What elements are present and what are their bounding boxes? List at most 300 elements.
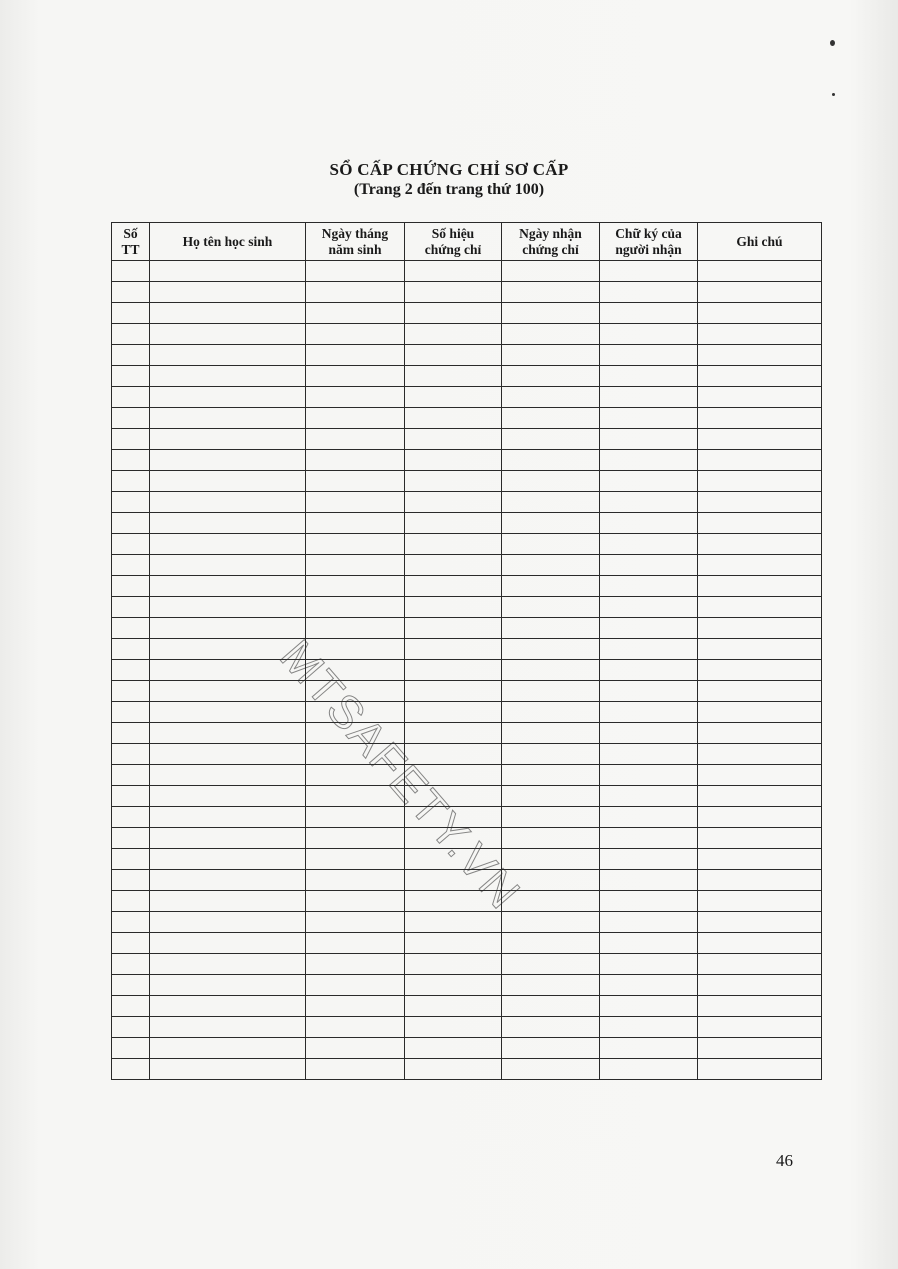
- table-cell: [150, 1038, 306, 1059]
- table-cell: [306, 618, 405, 639]
- table-cell: [306, 870, 405, 891]
- table-cell: [405, 996, 502, 1017]
- table-cell: [698, 408, 822, 429]
- table-cell: [150, 912, 306, 933]
- table-cell: [600, 912, 698, 933]
- table-cell: [150, 765, 306, 786]
- table-cell: [502, 429, 600, 450]
- table-cell: [150, 975, 306, 996]
- table-cell: [600, 1017, 698, 1038]
- table-row: [112, 387, 822, 408]
- table-cell: [698, 555, 822, 576]
- table-cell: [502, 744, 600, 765]
- table-cell: [112, 345, 150, 366]
- column-header-stt: Số TT: [112, 223, 150, 261]
- table-cell: [698, 681, 822, 702]
- table-row: [112, 555, 822, 576]
- table-cell: [112, 513, 150, 534]
- table-cell: [112, 618, 150, 639]
- certificate-ledger-table: [111, 222, 822, 1080]
- table-cell: [698, 387, 822, 408]
- column-header-certificate-number: Số hiệu chứng chỉ: [405, 223, 502, 261]
- table-cell: [112, 702, 150, 723]
- table-cell: [698, 576, 822, 597]
- table-cell: [150, 828, 306, 849]
- table-cell: [306, 933, 405, 954]
- table-cell: [112, 366, 150, 387]
- table-cell: [698, 765, 822, 786]
- table-cell: [112, 807, 150, 828]
- table-cell: [698, 1038, 822, 1059]
- table-row: [112, 681, 822, 702]
- table-cell: [405, 1038, 502, 1059]
- table-row: [112, 744, 822, 765]
- table-cell: [698, 471, 822, 492]
- table-cell: [405, 1017, 502, 1038]
- table-cell: [306, 891, 405, 912]
- table-row: [112, 786, 822, 807]
- table-cell: [150, 471, 306, 492]
- table-cell: [502, 576, 600, 597]
- table-cell: [405, 366, 502, 387]
- table-cell: [112, 849, 150, 870]
- table-row: [112, 366, 822, 387]
- table-cell: [112, 450, 150, 471]
- column-header-student-name: Họ tên học sinh: [150, 223, 306, 261]
- table-cell: [405, 282, 502, 303]
- table-cell: [150, 891, 306, 912]
- table-cell: [150, 996, 306, 1017]
- watermark: MTSAFETY.VN: [270, 629, 532, 920]
- table-cell: [405, 408, 502, 429]
- table-cell: [150, 723, 306, 744]
- table-cell: [502, 450, 600, 471]
- table-cell: [405, 954, 502, 975]
- table-cell: [150, 282, 306, 303]
- table-cell: [405, 471, 502, 492]
- table-cell: [150, 303, 306, 324]
- table-cell: [698, 261, 822, 282]
- table-cell: [405, 555, 502, 576]
- table-cell: [502, 1059, 600, 1080]
- table-cell: [306, 282, 405, 303]
- table-cell: [306, 1038, 405, 1059]
- table-cell: [306, 450, 405, 471]
- table-cell: [600, 345, 698, 366]
- table-cell: [112, 891, 150, 912]
- table-cell: [150, 849, 306, 870]
- table-cell: [112, 282, 150, 303]
- table-cell: [600, 513, 698, 534]
- column-header-recipient-signature: Chữ ký của người nhận: [600, 223, 698, 261]
- table-row: [112, 513, 822, 534]
- table-cell: [405, 324, 502, 345]
- table-cell: [306, 555, 405, 576]
- table-cell: [112, 912, 150, 933]
- table-cell: [306, 996, 405, 1017]
- table-cell: [698, 786, 822, 807]
- table-cell: [112, 828, 150, 849]
- table-cell: [502, 492, 600, 513]
- table-cell: [600, 765, 698, 786]
- table-cell: [502, 639, 600, 660]
- table-cell: [698, 597, 822, 618]
- document-title: SỔ CẤP CHỨNG CHỈ SƠ CẤP: [329, 160, 569, 179]
- table-cell: [150, 870, 306, 891]
- table-cell: [502, 996, 600, 1017]
- table-cell: [306, 492, 405, 513]
- table-cell: [306, 324, 405, 345]
- table-cell: [600, 828, 698, 849]
- table-row: [112, 429, 822, 450]
- table-cell: [600, 744, 698, 765]
- table-cell: [150, 513, 306, 534]
- table-cell: [600, 597, 698, 618]
- table-cell: [600, 996, 698, 1017]
- table-row: [112, 324, 822, 345]
- table-cell: [112, 786, 150, 807]
- table-row: [112, 618, 822, 639]
- table-cell: [405, 261, 502, 282]
- table-cell: [502, 681, 600, 702]
- table-cell: [112, 744, 150, 765]
- table-cell: [502, 534, 600, 555]
- table-cell: [502, 282, 600, 303]
- table-cell: [600, 408, 698, 429]
- table-cell: [600, 702, 698, 723]
- table-cell: [698, 282, 822, 303]
- table-cell: [502, 765, 600, 786]
- table-cell: [306, 366, 405, 387]
- table-cell: [112, 324, 150, 345]
- table-row: [112, 912, 822, 933]
- table-cell: [600, 429, 698, 450]
- table-cell: [502, 408, 600, 429]
- table-row: [112, 450, 822, 471]
- table-row: [112, 303, 822, 324]
- table-row: [112, 660, 822, 681]
- table-cell: [698, 975, 822, 996]
- table-cell: [600, 576, 698, 597]
- table-cell: [112, 471, 150, 492]
- table-cell: [502, 387, 600, 408]
- table-cell: [150, 1059, 306, 1080]
- table-cell: [502, 1038, 600, 1059]
- table-cell: [405, 492, 502, 513]
- table-cell: [150, 954, 306, 975]
- table-cell: [150, 1017, 306, 1038]
- table-cell: [698, 1059, 822, 1080]
- table-cell: [306, 303, 405, 324]
- table-cell: [600, 849, 698, 870]
- table-cell: [405, 513, 502, 534]
- table-cell: [306, 597, 405, 618]
- table-cell: [502, 786, 600, 807]
- table-cell: [600, 366, 698, 387]
- table-row: [112, 282, 822, 303]
- table-row: [112, 1038, 822, 1059]
- table-cell: [150, 933, 306, 954]
- table-cell: [306, 429, 405, 450]
- ledger-body: [112, 261, 822, 1080]
- table-row: [112, 534, 822, 555]
- table-cell: [306, 1017, 405, 1038]
- table-cell: [698, 618, 822, 639]
- table-cell: [698, 912, 822, 933]
- table-cell: [112, 576, 150, 597]
- table-cell: [698, 303, 822, 324]
- table-row: [112, 576, 822, 597]
- table-cell: [306, 387, 405, 408]
- table-cell: [112, 408, 150, 429]
- table-cell: [405, 345, 502, 366]
- table-cell: [698, 807, 822, 828]
- table-cell: [150, 366, 306, 387]
- table-cell: [405, 618, 502, 639]
- table-cell: [306, 534, 405, 555]
- table-cell: [698, 891, 822, 912]
- table-cell: [150, 387, 306, 408]
- table-cell: [502, 324, 600, 345]
- table-cell: [698, 933, 822, 954]
- table-cell: [698, 450, 822, 471]
- table-cell: [600, 786, 698, 807]
- table-cell: [405, 576, 502, 597]
- table-cell: [698, 870, 822, 891]
- table-cell: [405, 933, 502, 954]
- table-cell: [502, 828, 600, 849]
- table-cell: [306, 345, 405, 366]
- table-cell: [698, 345, 822, 366]
- table-cell: [112, 534, 150, 555]
- table-cell: [698, 723, 822, 744]
- table-cell: [600, 471, 698, 492]
- table-row: [112, 765, 822, 786]
- table-cell: [405, 723, 502, 744]
- table-row: [112, 891, 822, 912]
- table-cell: [600, 1059, 698, 1080]
- table-cell: [600, 387, 698, 408]
- table-cell: [112, 954, 150, 975]
- table-cell: [502, 1017, 600, 1038]
- table-cell: [502, 912, 600, 933]
- table-cell: [698, 1017, 822, 1038]
- table-row: [112, 492, 822, 513]
- table-cell: [306, 261, 405, 282]
- table-cell: [502, 345, 600, 366]
- table-cell: [306, 807, 405, 828]
- table-cell: [600, 681, 698, 702]
- table-cell: [600, 303, 698, 324]
- table-row: [112, 597, 822, 618]
- table-cell: [150, 576, 306, 597]
- table-cell: [600, 261, 698, 282]
- table-cell: [698, 996, 822, 1017]
- table-cell: [600, 1038, 698, 1059]
- table-cell: [306, 408, 405, 429]
- table-cell: [405, 975, 502, 996]
- table-cell: [698, 324, 822, 345]
- table-cell: [112, 870, 150, 891]
- table-cell: [112, 492, 150, 513]
- table-cell: [306, 1059, 405, 1080]
- table-cell: [112, 261, 150, 282]
- speck-mark: [830, 40, 835, 46]
- table-cell: [698, 534, 822, 555]
- table-row: [112, 471, 822, 492]
- table-cell: [600, 282, 698, 303]
- table-cell: [405, 303, 502, 324]
- table-cell: [502, 723, 600, 744]
- table-cell: [150, 618, 306, 639]
- table-row: [112, 1059, 822, 1080]
- table-cell: [150, 555, 306, 576]
- table-cell: [150, 702, 306, 723]
- table-cell: [150, 534, 306, 555]
- table-cell: [306, 513, 405, 534]
- table-cell: [306, 576, 405, 597]
- table-cell: [600, 639, 698, 660]
- table-cell: [502, 513, 600, 534]
- table-cell: [112, 765, 150, 786]
- table-row: [112, 345, 822, 366]
- page-number: 46: [776, 1151, 793, 1170]
- table-cell: [698, 954, 822, 975]
- table-cell: [112, 996, 150, 1017]
- table-cell: [112, 681, 150, 702]
- table-cell: [306, 471, 405, 492]
- table-cell: [405, 450, 502, 471]
- table-cell: [698, 639, 822, 660]
- table-row: [112, 723, 822, 744]
- table-row: [112, 975, 822, 996]
- table-cell: [112, 975, 150, 996]
- table-cell: [150, 429, 306, 450]
- table-row: [112, 954, 822, 975]
- table-cell: [405, 660, 502, 681]
- speck-mark: [832, 93, 835, 96]
- table-cell: [600, 975, 698, 996]
- table-cell: [600, 450, 698, 471]
- table-cell: [405, 387, 502, 408]
- column-header-notes: Ghi chú: [698, 223, 822, 261]
- table-row: [112, 1017, 822, 1038]
- table-cell: [698, 702, 822, 723]
- table-row: [112, 261, 822, 282]
- table-header-row: [112, 223, 822, 261]
- table-cell: [502, 702, 600, 723]
- table-cell: [502, 954, 600, 975]
- table-cell: [502, 660, 600, 681]
- table-cell: [112, 303, 150, 324]
- table-cell: [150, 261, 306, 282]
- table-cell: [150, 324, 306, 345]
- table-cell: [405, 681, 502, 702]
- table-cell: [600, 660, 698, 681]
- table-cell: [600, 534, 698, 555]
- table-cell: [600, 492, 698, 513]
- table-cell: [306, 954, 405, 975]
- table-cell: [600, 324, 698, 345]
- table-cell: [150, 408, 306, 429]
- table-cell: [698, 366, 822, 387]
- table-cell: [150, 807, 306, 828]
- table-cell: [405, 702, 502, 723]
- table-cell: [502, 303, 600, 324]
- table-cell: [306, 912, 405, 933]
- table-cell: [502, 261, 600, 282]
- table-cell: [150, 450, 306, 471]
- table-cell: [150, 786, 306, 807]
- table-cell: [698, 828, 822, 849]
- table-cell: [405, 1059, 502, 1080]
- table-cell: [150, 597, 306, 618]
- table-cell: [112, 1017, 150, 1038]
- table-cell: [112, 639, 150, 660]
- table-cell: [112, 429, 150, 450]
- table-cell: [405, 429, 502, 450]
- table-cell: [502, 366, 600, 387]
- table-cell: [698, 849, 822, 870]
- table-cell: [502, 933, 600, 954]
- table-cell: [698, 744, 822, 765]
- table-cell: [112, 660, 150, 681]
- table-cell: [112, 387, 150, 408]
- table-cell: [306, 828, 405, 849]
- table-cell: [150, 345, 306, 366]
- table-cell: [698, 492, 822, 513]
- table-cell: [405, 534, 502, 555]
- table-cell: [600, 870, 698, 891]
- table-cell: [600, 954, 698, 975]
- table-cell: [150, 492, 306, 513]
- document-subtitle: (Trang 2 đến trang thứ 100): [353, 181, 545, 198]
- table-cell: [112, 597, 150, 618]
- table-row: [112, 996, 822, 1017]
- table-cell: [600, 891, 698, 912]
- table-cell: [112, 723, 150, 744]
- table-cell: [112, 1038, 150, 1059]
- table-cell: [600, 555, 698, 576]
- table-cell: [306, 975, 405, 996]
- table-cell: [150, 744, 306, 765]
- table-cell: [306, 849, 405, 870]
- table-cell: [502, 471, 600, 492]
- table-cell: [150, 681, 306, 702]
- table-cell: [502, 597, 600, 618]
- table-row: [112, 702, 822, 723]
- table-cell: [600, 723, 698, 744]
- table-cell: [112, 933, 150, 954]
- table-row: [112, 408, 822, 429]
- table-row: [112, 639, 822, 660]
- column-header-date-of-birth: Ngày tháng năm sinh: [306, 223, 405, 261]
- table-cell: [600, 618, 698, 639]
- table-cell: [502, 555, 600, 576]
- table-cell: [600, 933, 698, 954]
- table-cell: [502, 807, 600, 828]
- table-cell: [405, 639, 502, 660]
- table-cell: [698, 513, 822, 534]
- table-cell: [112, 1059, 150, 1080]
- table-cell: [698, 660, 822, 681]
- table-cell: [600, 807, 698, 828]
- table-cell: [112, 555, 150, 576]
- table-row: [112, 933, 822, 954]
- table-cell: [405, 597, 502, 618]
- table-cell: [502, 975, 600, 996]
- table-cell: [698, 429, 822, 450]
